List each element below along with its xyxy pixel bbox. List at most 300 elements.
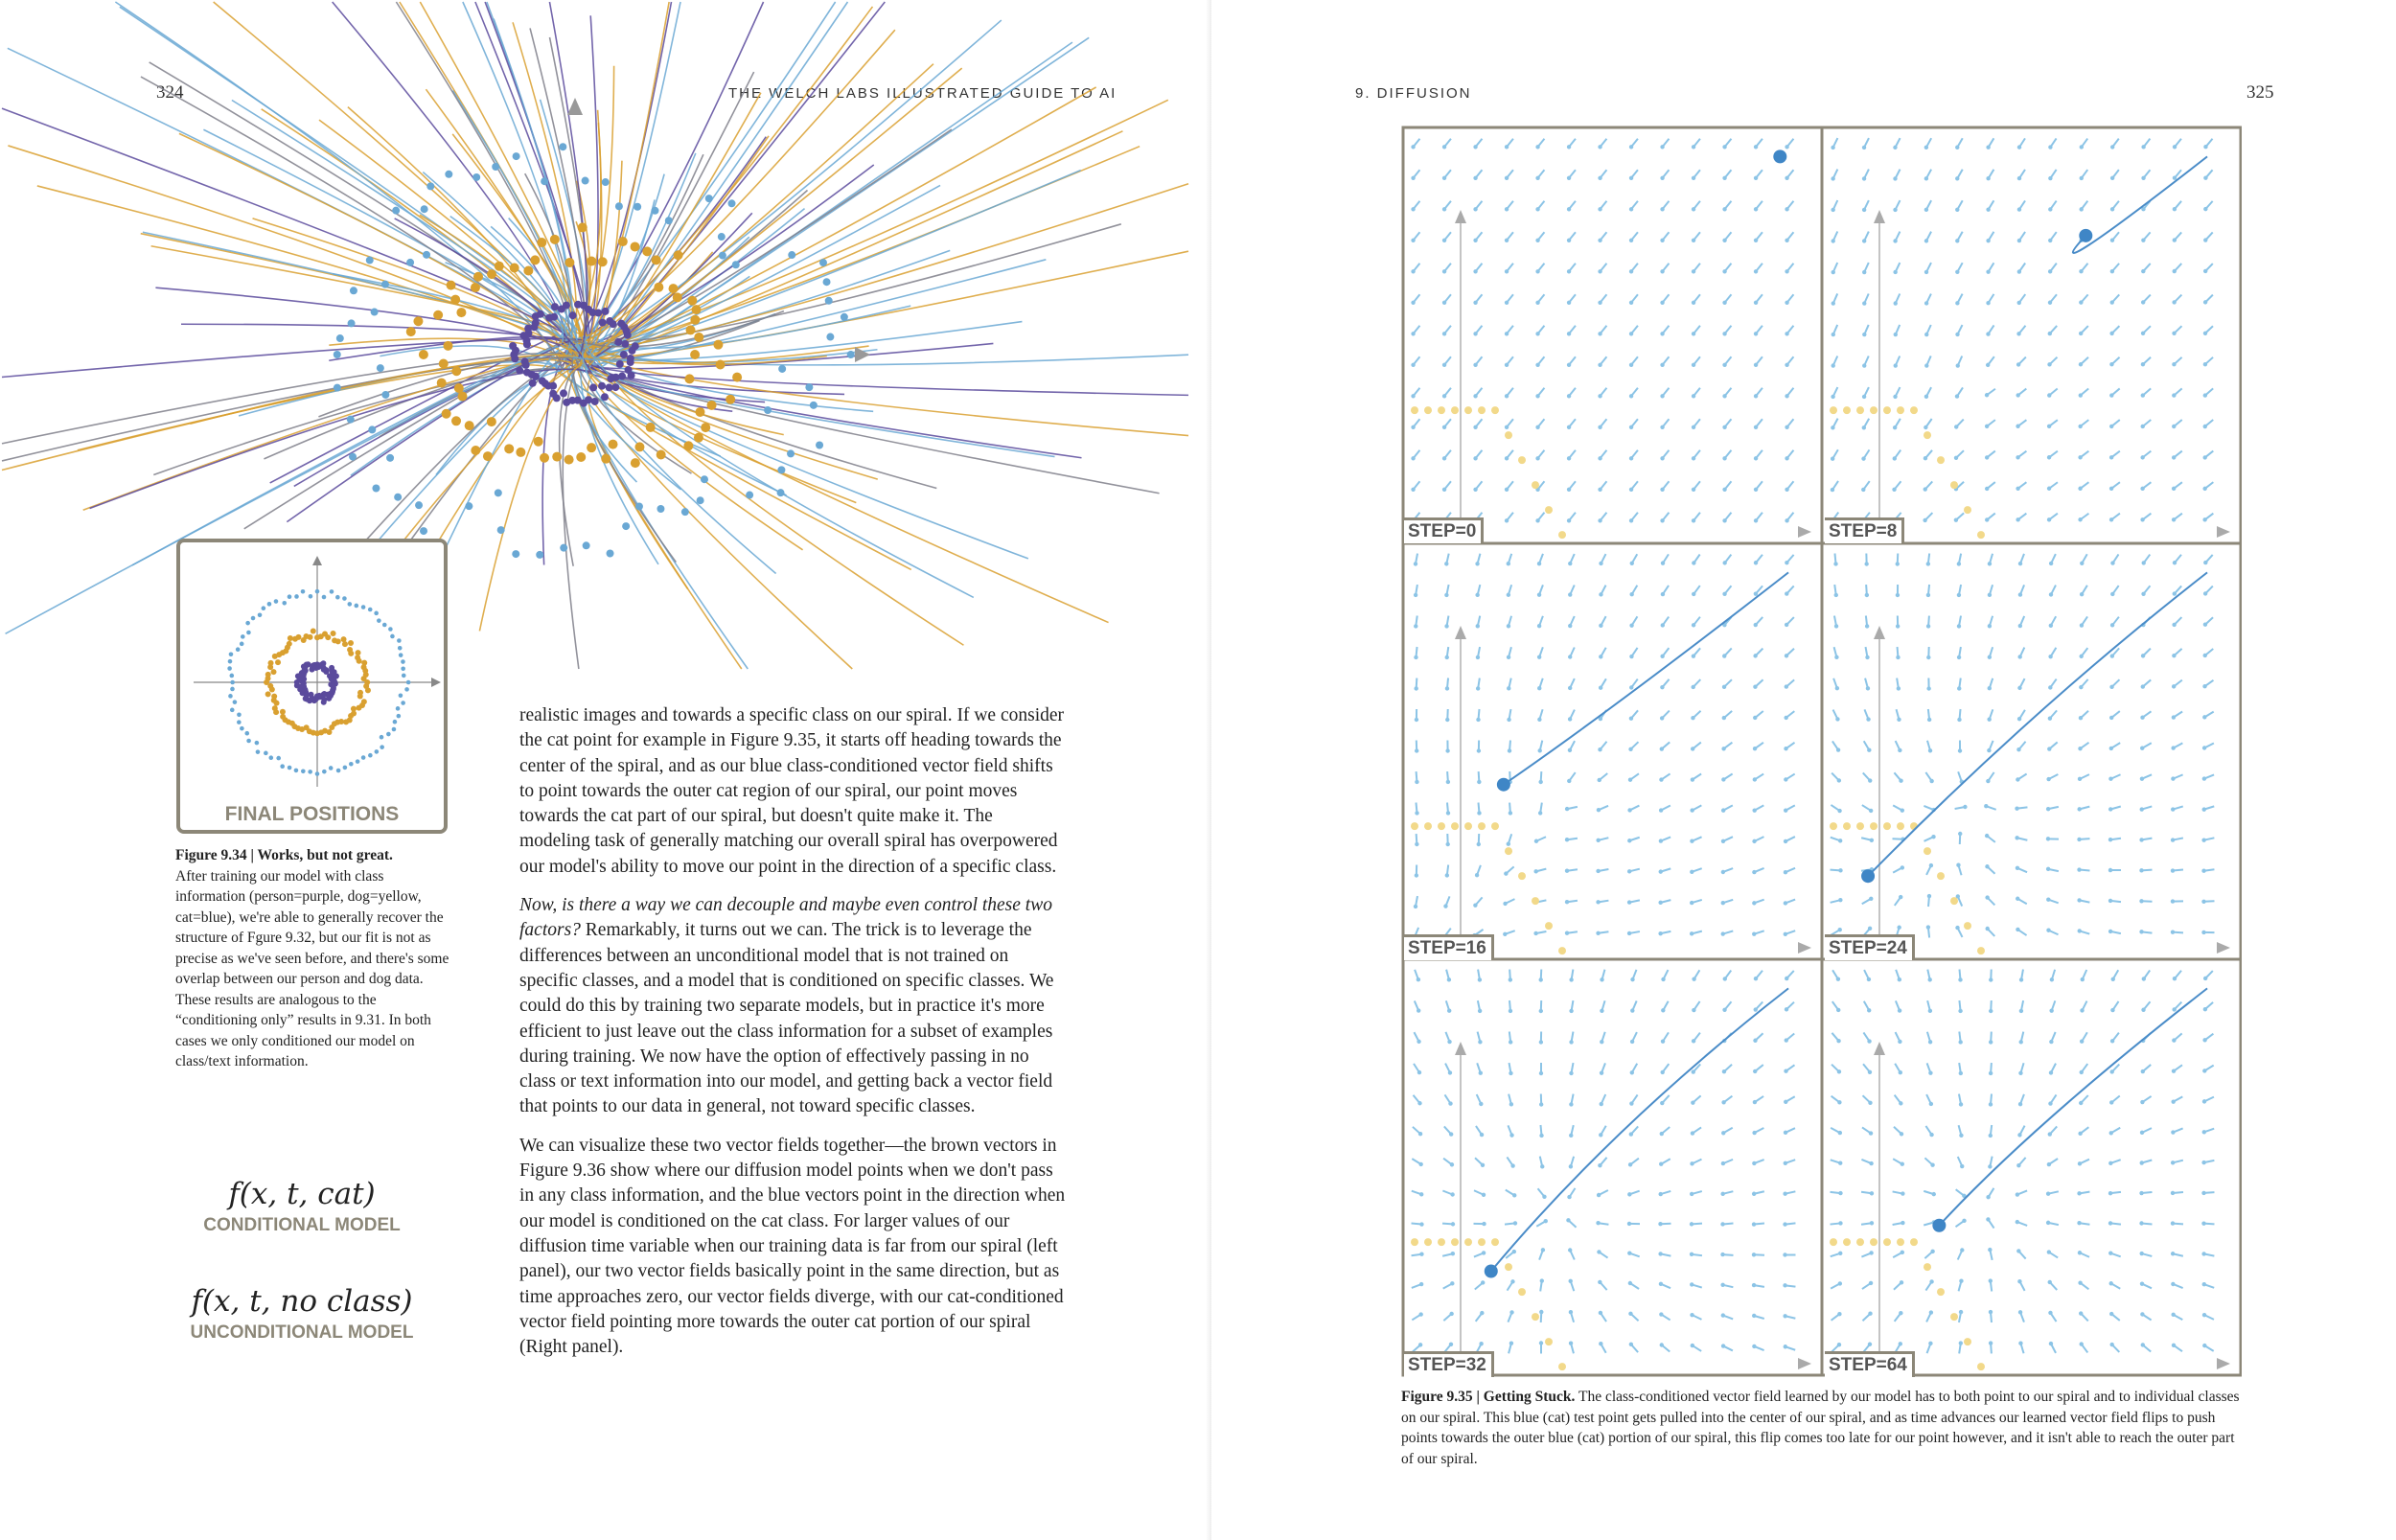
- vector-arrow-head: [2142, 977, 2146, 980]
- inset-point: [268, 660, 274, 666]
- vector-arrow-head: [2141, 1008, 2145, 1012]
- inset-point: [240, 642, 244, 647]
- vector-arrow-head: [2109, 1343, 2113, 1346]
- vector-arrow-head: [1752, 901, 1756, 905]
- vector-arrow-head: [2110, 207, 2114, 211]
- vector-arrow-head: [1899, 1342, 1902, 1345]
- vector-arrow-head: [1954, 425, 1958, 428]
- vector-arrow-head: [2016, 928, 2019, 931]
- inset-point: [368, 608, 373, 612]
- final-point: [563, 302, 570, 310]
- vector-arrow-head: [1835, 686, 1839, 690]
- vector-arrow-head: [1512, 1250, 1516, 1253]
- final-point: [439, 359, 449, 369]
- vector-arrow-head: [1692, 394, 1695, 398]
- inset-point: [240, 726, 244, 731]
- final-point: [381, 391, 389, 399]
- vector-arrow-head: [1509, 1071, 1512, 1075]
- vector-arrow-head: [1692, 1008, 1695, 1012]
- dog-data-point: [1558, 1363, 1566, 1370]
- vector-arrow-head: [2110, 269, 2114, 273]
- vector-arrow-head: [1866, 717, 1870, 721]
- vector-arrow-head: [1505, 394, 1509, 398]
- inset-point: [321, 700, 327, 705]
- final-point: [471, 283, 480, 292]
- vector-arrow-head: [1569, 1134, 1573, 1138]
- final-point: [587, 257, 596, 266]
- vector-arrow-head: [1598, 778, 1601, 782]
- vector-arrow-head: [1932, 1192, 1936, 1196]
- final-point: [652, 255, 661, 264]
- inset-point: [294, 594, 299, 599]
- vector-arrow-head: [1862, 425, 1866, 429]
- vector-arrow-head: [1442, 363, 1446, 367]
- vector-arrow-head: [2172, 654, 2176, 657]
- vector-arrow-head: [1720, 1192, 1724, 1196]
- vector-arrow-head: [2202, 1038, 2206, 1042]
- vector-arrow-head: [2173, 238, 2177, 241]
- vector-arrow-head: [1535, 425, 1539, 429]
- vector-arrow-head: [2108, 777, 2112, 781]
- vector-arrow-head: [1629, 655, 1633, 658]
- vector-arrow-head: [1868, 927, 1872, 931]
- vector-arrow-head: [1473, 425, 1477, 429]
- vector-arrow-head: [2109, 517, 2113, 521]
- final-point: [628, 372, 635, 379]
- vector-arrow-head: [1869, 897, 1873, 901]
- dog-data-point: [1491, 822, 1499, 830]
- final-point: [536, 551, 543, 559]
- vector-arrow-head: [1411, 145, 1415, 149]
- final-point: [504, 444, 514, 453]
- vector-arrow-head: [2080, 623, 2084, 627]
- vector-arrow-head: [1598, 363, 1601, 367]
- vector-arrow-head: [1600, 1040, 1603, 1044]
- vector-arrow-head: [1722, 332, 1726, 335]
- dog-data-point: [1964, 506, 1971, 514]
- vector-arrow-head: [1535, 518, 1539, 522]
- vector-arrow-head: [1482, 1251, 1486, 1254]
- vector-arrow-head: [1660, 207, 1664, 211]
- vector-arrow-head: [1450, 1281, 1454, 1285]
- vector-arrow-head: [2048, 716, 2052, 720]
- vector-arrow-head: [1924, 146, 1928, 149]
- vector-arrow-head: [1415, 873, 1418, 877]
- dog-data-point: [1478, 1238, 1486, 1246]
- final-point: [564, 258, 574, 267]
- vector-arrow-head: [1838, 928, 1842, 931]
- vector-arrow-head: [1721, 1100, 1725, 1104]
- cat-test-point: [1861, 869, 1875, 883]
- vector-arrow-head: [2173, 591, 2177, 595]
- vector-arrow-head: [1505, 488, 1509, 492]
- vector-arrow-head: [1599, 1311, 1602, 1315]
- final-point: [465, 421, 474, 430]
- vector-arrow-head: [2202, 807, 2206, 811]
- vector-arrow-head: [2017, 1133, 2021, 1137]
- vector-arrow-head: [1537, 718, 1541, 722]
- vector-arrow-head: [2017, 207, 2021, 211]
- final-point: [694, 333, 703, 342]
- vector-arrow-head: [1445, 873, 1449, 877]
- vector-arrow-head: [1445, 718, 1449, 722]
- vector-arrow-head: [1629, 592, 1633, 596]
- final-point: [495, 489, 502, 496]
- vector-arrow-head: [1754, 456, 1758, 460]
- final-point: [764, 406, 772, 414]
- vector-arrow-head: [2079, 655, 2083, 658]
- vector-arrow-head: [1691, 1344, 1694, 1347]
- vector-arrow-head: [1537, 686, 1541, 690]
- unconditional-formula-label: UNCONDITIONAL MODEL: [190, 1322, 414, 1343]
- vector-arrow-head: [1417, 1008, 1420, 1012]
- final-point: [716, 359, 726, 369]
- inset-point: [230, 708, 235, 713]
- vector-arrow-head: [1752, 839, 1756, 843]
- vector-arrow-head: [1754, 145, 1758, 149]
- vector-arrow-head: [1986, 269, 1990, 273]
- vector-arrow-head: [2201, 869, 2205, 873]
- inset-point: [335, 638, 341, 644]
- dog-data-point: [1424, 1238, 1432, 1246]
- vector-arrow-head: [2016, 517, 2019, 521]
- vector-arrow-head: [1443, 904, 1447, 908]
- vector-arrow-head: [1722, 654, 1726, 657]
- vector-arrow-head: [1596, 839, 1600, 842]
- vector-arrow-head: [1898, 1008, 1901, 1012]
- final-point: [537, 310, 544, 318]
- final-point: [642, 246, 652, 256]
- dog-data-point: [1950, 897, 1958, 905]
- vector-arrow-head: [1596, 1221, 1600, 1225]
- vector-arrow-head: [2201, 1161, 2205, 1164]
- vector-arrow-head: [2048, 655, 2052, 658]
- vector-arrow-head: [2108, 838, 2112, 841]
- final-point: [591, 398, 599, 405]
- vector-arrow-head: [1988, 593, 1992, 597]
- vector-arrow-head: [1753, 1039, 1757, 1043]
- final-point: [651, 207, 658, 215]
- inset-point: [349, 762, 354, 767]
- vector-arrow-head: [1838, 1281, 1842, 1285]
- final-point: [559, 143, 566, 150]
- final-point: [487, 417, 496, 426]
- vector-arrow-head: [1956, 863, 1960, 867]
- paragraph-2-text: Remarkably, it turns out we can. The trick is to leverage the differences between an unconditional model that is not trained on specific classes, and a model that is conditioned on specific classes. We could do this by training two separate models, but in practice it's more efficient to just leave out the class information for a subset of examples during training. We now have the option of effectively passing in no class or text information into our model, and getting back a vector field that points to our data in general, not toward specific classes.: [519, 920, 1054, 1117]
- vector-arrow-head: [1864, 562, 1868, 565]
- vector-arrow-head: [1785, 456, 1788, 460]
- paragraph-3-text: We can visualize these two vector fields together—the brown vectors in Figure 9.36 show where our diffusion model points when we don't pass in any class information, and the blue vectors point in the direction when our model is conditioned on the cat class. For larger values of our diffusion time variable when our training data is far from our spiral (left panel), our two vector fields basically point in the same direction, but as time approaches zero, our vector fields diverge, with our cat-conditioned vector field pointing more towards the outer cat portion of our spiral (Right panel).: [519, 1135, 1066, 1358]
- vector-arrow-head: [2201, 1191, 2205, 1195]
- vector-arrow-head: [2172, 300, 2176, 304]
- inset-point: [315, 589, 320, 594]
- vector-arrow-head: [1535, 332, 1539, 335]
- vector-arrow-head: [2078, 747, 2082, 750]
- vector-arrow-head: [2081, 977, 2085, 981]
- vector-arrow-head: [2046, 867, 2050, 871]
- vector-arrow-head: [1419, 1192, 1423, 1196]
- vector-arrow-head: [1692, 685, 1695, 689]
- vector-arrow-head: [1598, 518, 1601, 522]
- vector-arrow-head: [1955, 301, 1959, 305]
- vector-arrow-head: [2142, 561, 2146, 564]
- vector-arrow-head: [2141, 362, 2145, 366]
- vector-arrow-head: [1567, 425, 1571, 429]
- vector-arrow-head: [2203, 977, 2207, 980]
- inset-point: [251, 616, 256, 621]
- trajectory-line: [572, 343, 786, 495]
- dog-data-point: [1870, 1238, 1878, 1246]
- vector-arrow-head: [2078, 1132, 2082, 1136]
- vector-arrow-head: [2173, 176, 2177, 180]
- vector-arrow-head: [1444, 593, 1448, 597]
- final-point: [483, 451, 493, 461]
- vector-arrow-head: [1660, 1343, 1664, 1346]
- inset-point: [280, 764, 285, 769]
- vector-arrow-head: [2172, 393, 2176, 397]
- vector-arrow-head: [2202, 746, 2206, 749]
- vector-arrow-head: [2202, 715, 2206, 719]
- vector-arrow-head: [1533, 869, 1537, 873]
- vector-arrow-head: [1659, 1192, 1663, 1196]
- vector-arrow-head: [1658, 1252, 1662, 1255]
- vector-arrow-head: [1720, 1222, 1724, 1226]
- vector-arrow-head: [1836, 1039, 1840, 1043]
- vector-arrow-head: [1988, 624, 1992, 628]
- vector-arrow-head: [1475, 873, 1479, 877]
- vector-arrow-head: [1836, 977, 1840, 980]
- vector-arrow-head: [2077, 1191, 2081, 1195]
- vector-arrow-head: [2016, 393, 2019, 397]
- dog-data-point: [1438, 822, 1445, 830]
- vector-arrow-head: [1831, 395, 1834, 399]
- vector-arrow-head: [1442, 394, 1446, 398]
- vector-arrow-head: [1838, 1221, 1842, 1225]
- vector-arrow-head: [1658, 901, 1662, 905]
- vector-arrow-head: [1629, 301, 1633, 305]
- vector-arrow-head: [2080, 176, 2084, 180]
- vector-arrow-head: [1411, 425, 1415, 429]
- vector-arrow-head: [1783, 1283, 1786, 1287]
- vector-arrow-head: [1598, 332, 1601, 335]
- vector-arrow-head: [1833, 562, 1837, 565]
- vector-arrow-head: [1692, 654, 1695, 657]
- vector-arrow-head: [1629, 332, 1633, 335]
- vector-arrow-head: [1929, 1279, 1933, 1283]
- vector-arrow-head: [1837, 809, 1841, 813]
- dog-data-point: [1856, 1238, 1864, 1246]
- vector-arrow-head: [1722, 239, 1726, 242]
- inset-point: [280, 709, 286, 715]
- vector-arrow-head: [1627, 1222, 1631, 1226]
- vector-arrow-head: [1512, 1193, 1516, 1197]
- dog-data-point: [1950, 481, 1958, 489]
- final-point: [598, 257, 608, 266]
- vector-arrow-head: [2201, 1221, 2205, 1225]
- inset-point: [329, 766, 334, 770]
- vector-arrow-head: [1837, 1343, 1841, 1346]
- vector-arrow-head: [1598, 425, 1601, 429]
- vector-arrow-head: [1926, 655, 1930, 659]
- vector-arrow-head: [1785, 301, 1788, 305]
- vector-arrow-head: [1837, 778, 1841, 782]
- vector-arrow-head: [1535, 363, 1539, 367]
- vector-arrow-head: [1692, 301, 1695, 305]
- vector-arrow-head: [2049, 624, 2053, 628]
- final-positions-inset: [176, 539, 448, 834]
- vector-arrow-head: [1478, 1009, 1482, 1013]
- vector-arrow-head: [1660, 488, 1664, 492]
- vector-arrow-head: [1692, 363, 1695, 367]
- vector-arrow-head: [2079, 300, 2083, 304]
- vector-arrow-head: [1869, 809, 1873, 813]
- vector-arrow-head: [1835, 717, 1839, 721]
- vector-arrow-head: [1928, 1070, 1932, 1074]
- inset-point: [404, 687, 409, 692]
- vector-arrow-head: [1660, 145, 1664, 149]
- final-point: [616, 360, 624, 368]
- final-point: [701, 475, 708, 483]
- vector-arrow-head: [2109, 362, 2113, 366]
- vector-arrow-head: [1721, 747, 1725, 750]
- inset-point: [265, 691, 271, 697]
- vector-arrow-head: [2078, 455, 2082, 459]
- vector-arrow-head: [2203, 238, 2207, 241]
- vector-arrow-head: [2109, 487, 2113, 491]
- vector-arrow-head: [1752, 808, 1756, 812]
- vector-arrow-head: [2016, 897, 2019, 901]
- dog-data-point: [1870, 822, 1878, 830]
- vector-arrow-head: [1893, 239, 1897, 242]
- vector-arrow-head: [1535, 456, 1539, 460]
- vector-arrow-head: [1598, 207, 1601, 211]
- vector-arrow-head: [1600, 1009, 1603, 1013]
- vector-arrow-head: [1480, 1311, 1484, 1315]
- vector-arrow-head: [2202, 1099, 2206, 1103]
- vector-arrow-head: [2046, 777, 2050, 781]
- final-point: [826, 333, 834, 341]
- vector-arrow-head: [2018, 562, 2022, 565]
- vector-arrow-head: [2203, 1007, 2207, 1011]
- paragraph-1: [519, 703, 1066, 880]
- vector-arrow-head: [2079, 685, 2083, 689]
- vector-arrow-head: [1537, 624, 1541, 628]
- vector-arrow-head: [2048, 145, 2052, 149]
- final-point: [697, 496, 704, 504]
- final-point: [550, 313, 558, 321]
- paragraph-3: [519, 1134, 1066, 1361]
- dog-data-point: [1937, 1288, 1945, 1296]
- vector-arrow-head: [1862, 146, 1866, 149]
- vector-arrow-head: [1661, 1039, 1665, 1043]
- vector-arrow-head: [1411, 176, 1415, 180]
- dog-data-point: [1883, 1238, 1891, 1246]
- vector-arrow-head: [2080, 1040, 2084, 1044]
- vector-arrow-head: [1721, 1344, 1725, 1347]
- vector-arrow-head: [2018, 624, 2022, 628]
- vector-arrow-head: [2080, 562, 2084, 565]
- inset-point: [343, 766, 348, 770]
- vector-arrow-head: [1565, 838, 1569, 841]
- inset-point: [348, 651, 354, 656]
- vector-arrow-head: [1929, 1133, 1933, 1137]
- vector-arrow-head: [2110, 145, 2114, 149]
- inset-point: [272, 705, 278, 711]
- vector-arrow-head: [1867, 748, 1871, 752]
- vector-arrow-head: [1785, 561, 1788, 564]
- final-point: [657, 505, 664, 513]
- figure-9-34-caption: [175, 845, 453, 1072]
- cat-test-point: [1932, 1219, 1946, 1232]
- vector-arrow-head: [1419, 1222, 1423, 1226]
- vector-arrow-head: [2018, 1310, 2022, 1314]
- final-point: [421, 205, 428, 213]
- dog-data-point: [1856, 822, 1864, 830]
- vector-arrow-head: [1785, 623, 1788, 627]
- vector-field-panel: [1403, 127, 1822, 543]
- final-point: [587, 443, 596, 452]
- vector-arrow-head: [1478, 977, 1482, 981]
- dog-data-point: [1464, 822, 1472, 830]
- vector-arrow-head: [1565, 931, 1569, 935]
- vector-arrow-head: [1837, 1069, 1841, 1073]
- vector-arrow-head: [1986, 207, 1990, 211]
- vector-arrow-head: [1955, 270, 1959, 274]
- vector-arrow-head: [1659, 777, 1663, 781]
- vector-arrow-head: [2078, 1251, 2082, 1254]
- vector-arrow-head: [1415, 748, 1418, 752]
- vector-arrow-head: [1985, 864, 1989, 868]
- vector-arrow-head: [1722, 145, 1726, 149]
- dog-data-point: [1558, 531, 1566, 539]
- dog-data-point: [1451, 822, 1459, 830]
- vector-arrow-head: [2109, 1100, 2113, 1104]
- vector-arrow-head: [2048, 1132, 2052, 1136]
- vector-arrow-head: [1957, 655, 1961, 659]
- vector-arrow-head: [1477, 780, 1481, 784]
- dog-data-point: [1438, 406, 1445, 414]
- vector-arrow-head: [1450, 1162, 1454, 1166]
- dog-data-point: [1411, 822, 1418, 830]
- vector-arrow-head: [2077, 807, 2081, 811]
- final-point: [810, 402, 818, 409]
- vector-arrow-head: [1445, 686, 1449, 690]
- vector-arrow-head: [2172, 455, 2176, 459]
- vector-arrow-head: [1989, 1134, 1993, 1138]
- vector-arrow-head: [2078, 929, 2082, 932]
- vector-arrow-head: [1862, 301, 1866, 305]
- vector-arrow-head: [1538, 748, 1542, 752]
- vector-arrow-head: [2049, 1040, 2053, 1044]
- final-point: [618, 237, 628, 246]
- vector-arrow-head: [1752, 931, 1756, 935]
- inset-point: [401, 666, 405, 671]
- inset-point: [393, 720, 398, 724]
- vector-arrow-head: [1869, 1131, 1873, 1135]
- vector-arrow-head: [1928, 748, 1932, 752]
- inset-point: [357, 658, 362, 664]
- vector-arrow-head: [1900, 1280, 1903, 1284]
- vector-arrow-head: [1958, 832, 1962, 836]
- vector-arrow-head: [1418, 1132, 1422, 1136]
- vector-arrow-head: [1784, 839, 1787, 843]
- dog-data-point: [1451, 1238, 1459, 1246]
- vector-arrow-head: [2203, 175, 2207, 179]
- vector-arrow-head: [1901, 1251, 1904, 1254]
- vector-arrow-head: [1418, 1162, 1422, 1166]
- vector-arrow-head: [1481, 1280, 1485, 1284]
- vector-arrow-head: [1989, 977, 1993, 981]
